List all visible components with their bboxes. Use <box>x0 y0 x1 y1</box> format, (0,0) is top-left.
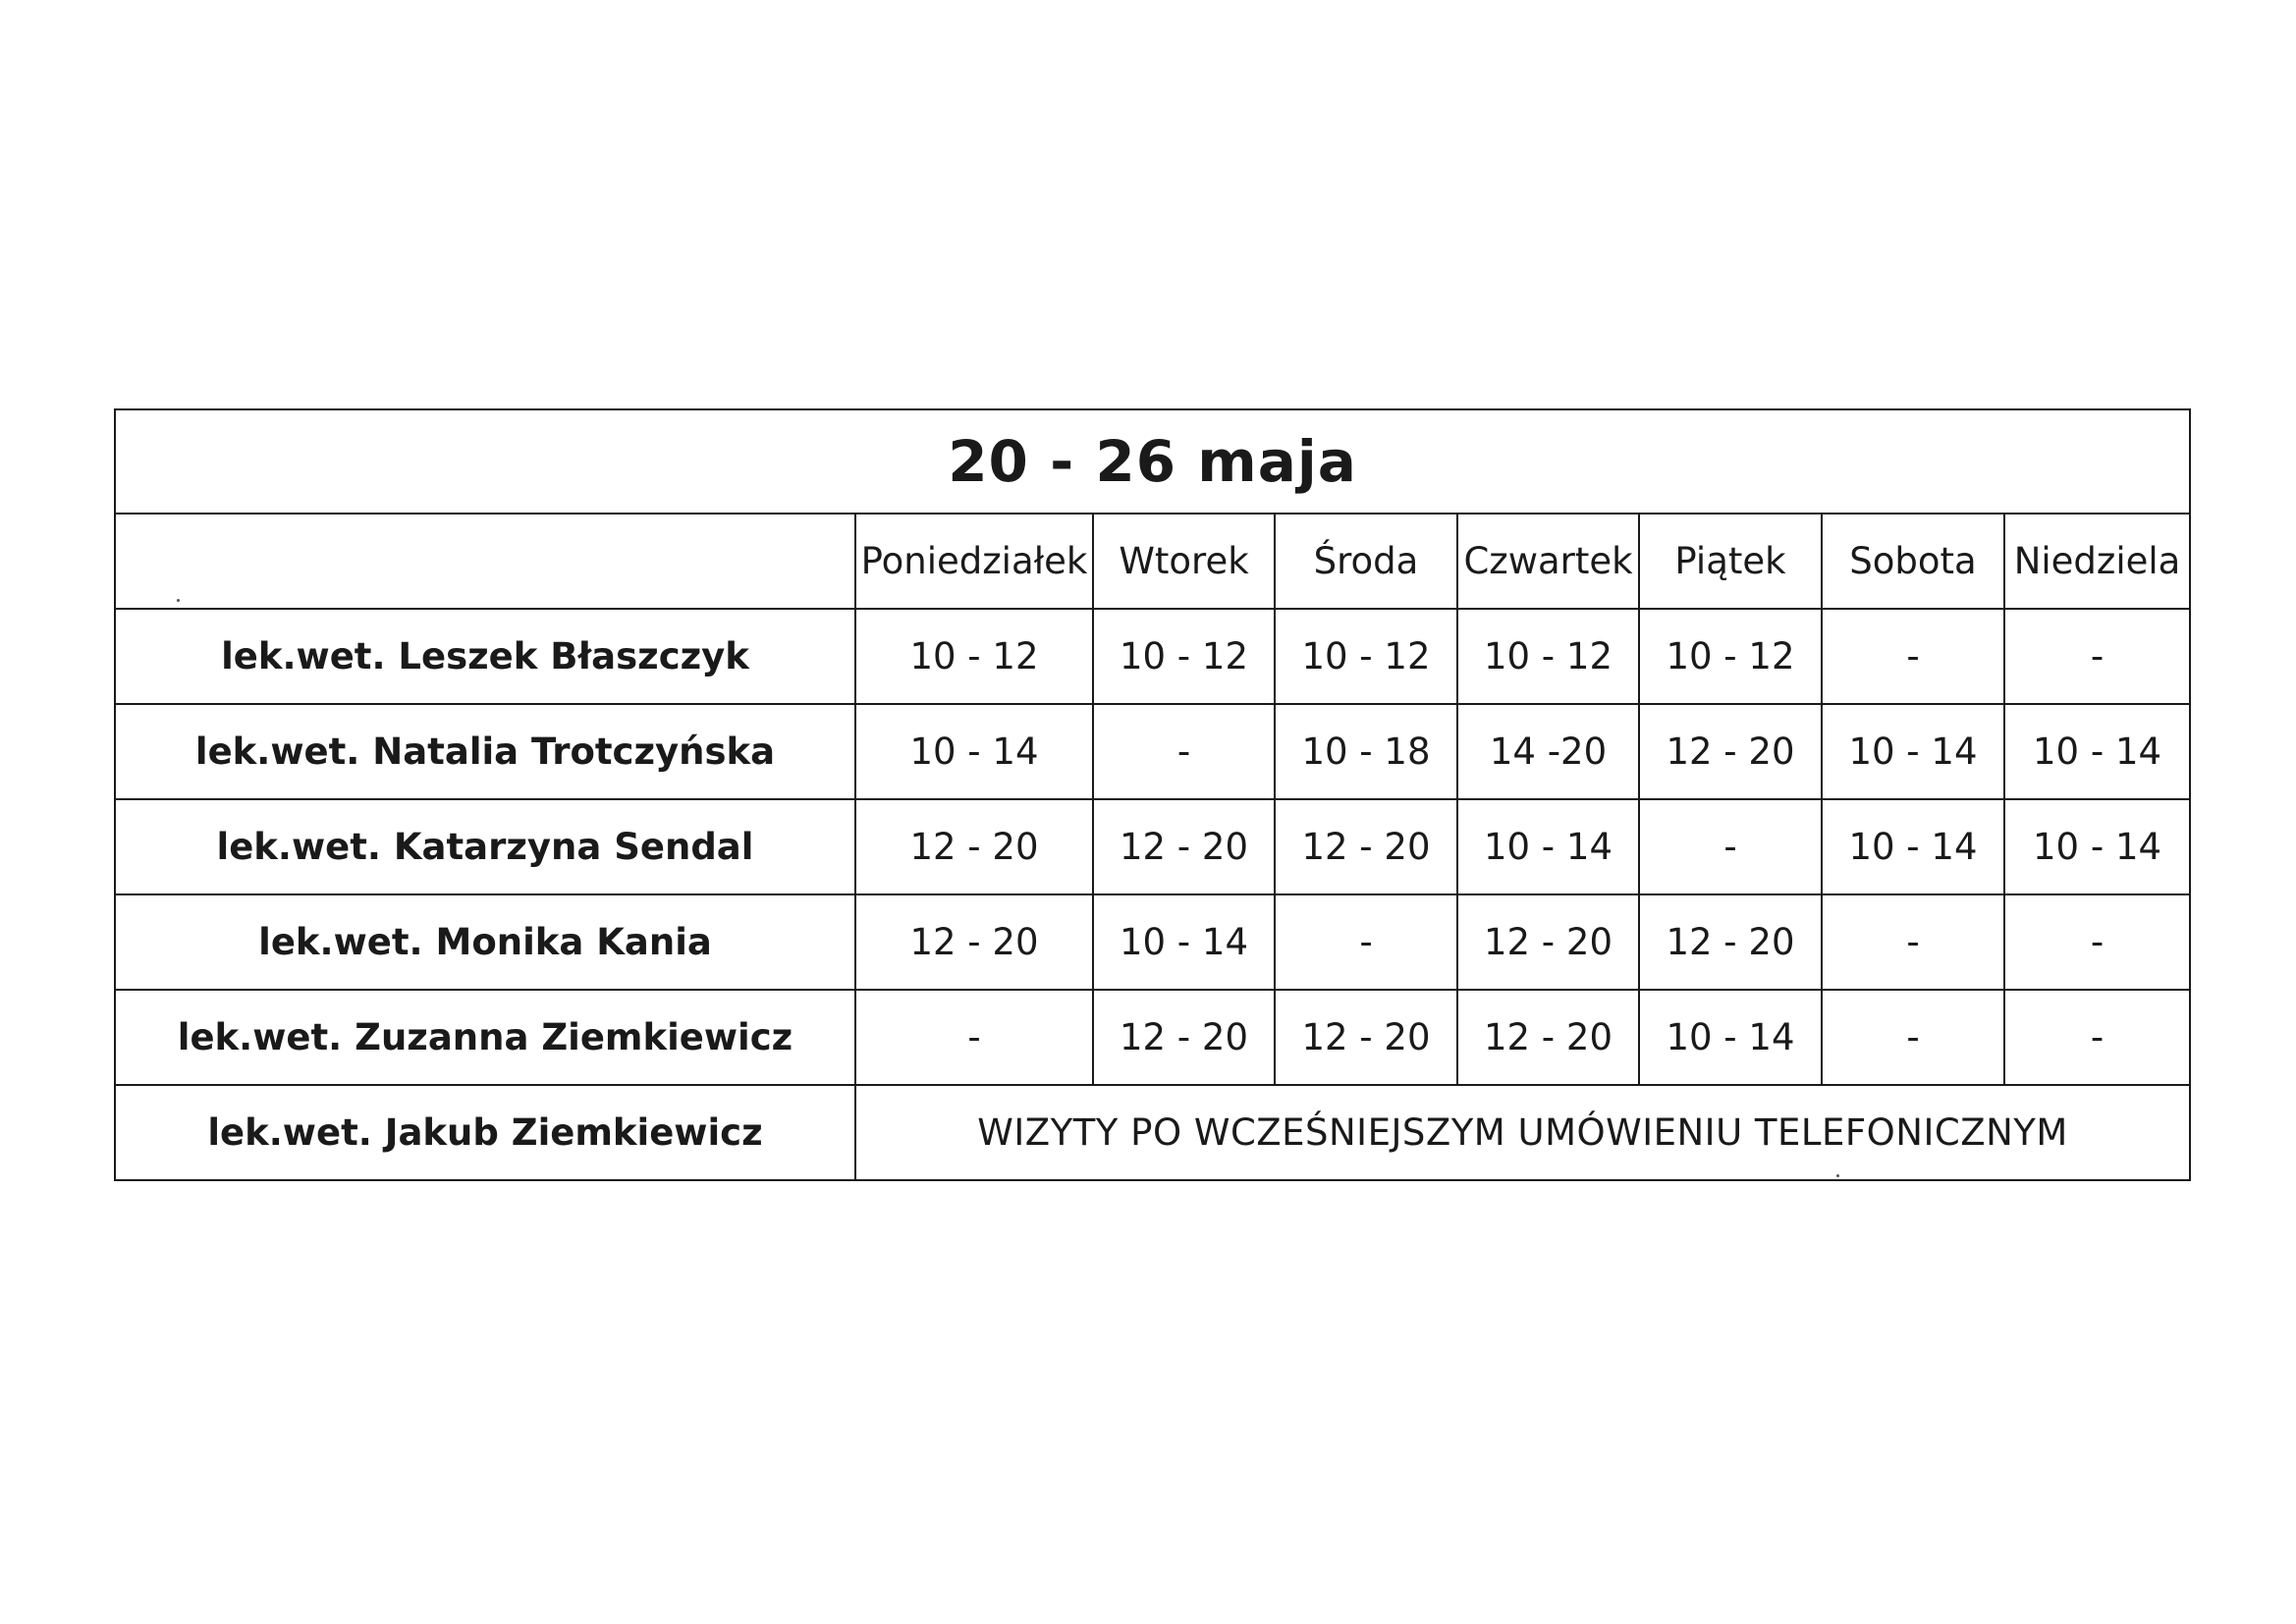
hours-cell: 10 - 12 <box>855 609 1093 704</box>
day-header: Środa <box>1275 514 1457 609</box>
hours-cell: 12 - 20 <box>855 894 1093 990</box>
hours-cell: - <box>1275 894 1457 990</box>
hours-cell: 10 - 14 <box>1457 799 1639 894</box>
hours-cell: 10 - 12 <box>1639 609 1822 704</box>
hours-cell: - <box>2004 894 2190 990</box>
hours-cell: 12 - 20 <box>1093 799 1275 894</box>
day-header: Wtorek <box>1093 514 1275 609</box>
doctor-row <box>115 799 2190 894</box>
hours-cell: 10 - 14 <box>1639 990 1822 1085</box>
doctor-name: lek.wet. Jakub Ziemkiewicz <box>115 1085 855 1180</box>
doctor-row <box>115 704 2190 799</box>
doctor-name: lek.wet. Monika Kania <box>115 894 855 990</box>
hours-cell: 10 - 12 <box>1275 609 1457 704</box>
hours-cell: - <box>1822 894 2004 990</box>
hours-cell: 12 - 20 <box>1093 990 1275 1085</box>
hours-cell: 10 - 18 <box>1275 704 1457 799</box>
hours-cell: - <box>1822 990 2004 1085</box>
appointment-note: WIZYTY PO WCZEŚNIEJSZYM UMÓWIENIU TELEFONICZNYM <box>855 1085 2190 1180</box>
schedule-title: 20 - 26 maja <box>115 409 2190 514</box>
day-header: Poniedziałek <box>855 514 1093 609</box>
title-row <box>115 409 2190 514</box>
hours-cell: 10 - 14 <box>2004 704 2190 799</box>
day-header: Czwartek <box>1457 514 1639 609</box>
hours-cell: 12 - 20 <box>1639 704 1822 799</box>
hours-cell: 10 - 14 <box>1822 704 2004 799</box>
hours-cell: 10 - 14 <box>1093 894 1275 990</box>
hours-cell: 12 - 20 <box>1457 990 1639 1085</box>
hours-cell: - <box>1093 704 1275 799</box>
hours-cell: - <box>2004 609 2190 704</box>
hours-cell: - <box>855 990 1093 1085</box>
hours-cell: 12 - 20 <box>1275 799 1457 894</box>
doctor-row <box>115 990 2190 1085</box>
day-header: Piątek <box>1639 514 1822 609</box>
hours-cell: - <box>2004 990 2190 1085</box>
hours-cell: 10 - 14 <box>855 704 1093 799</box>
hours-cell: 14 -20 <box>1457 704 1639 799</box>
doctor-row <box>115 609 2190 704</box>
hours-cell: - <box>1822 609 2004 704</box>
appointment-only-row <box>115 1085 2190 1180</box>
doctor-name: lek.wet. Zuzanna Ziemkiewicz <box>115 990 855 1085</box>
doctor-name: lek.wet. Natalia Trotczyńska <box>115 704 855 799</box>
hours-cell: 12 - 20 <box>1639 894 1822 990</box>
doctor-row <box>115 894 2190 990</box>
hours-cell: 12 - 20 <box>1457 894 1639 990</box>
hours-cell: 12 - 20 <box>1275 990 1457 1085</box>
doctor-name: lek.wet. Katarzyna Sendal <box>115 799 855 894</box>
hours-cell: 12 - 20 <box>855 799 1093 894</box>
hours-cell: 10 - 14 <box>1822 799 2004 894</box>
hours-cell: 10 - 12 <box>1457 609 1639 704</box>
doctor-name: lek.wet. Leszek Błaszczyk <box>115 609 855 704</box>
hours-cell: 10 - 12 <box>1093 609 1275 704</box>
hours-cell: 10 - 14 <box>2004 799 2190 894</box>
corner-cell <box>115 514 855 609</box>
hours-cell: - <box>1639 799 1822 894</box>
days-header-row <box>115 514 2190 609</box>
vet-schedule-table <box>114 408 2191 1181</box>
day-header: Sobota <box>1822 514 2004 609</box>
day-header: Niedziela <box>2004 514 2190 609</box>
